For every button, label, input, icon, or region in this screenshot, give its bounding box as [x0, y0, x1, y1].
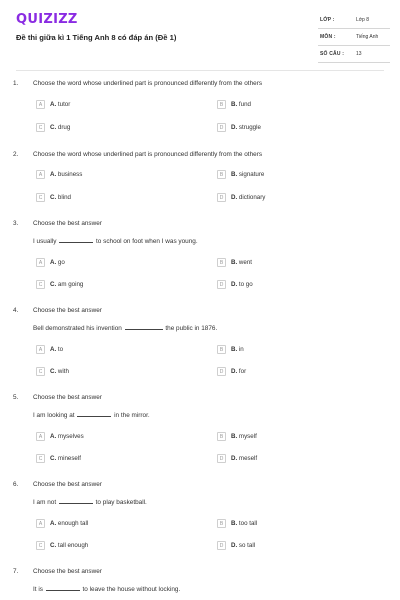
header-divider [16, 70, 384, 71]
option-key: B. [231, 171, 238, 178]
option-text: to [57, 346, 64, 353]
question-number: 6. [13, 481, 19, 488]
option-key: B. [231, 101, 238, 108]
question-number: 2. [13, 151, 19, 158]
sentence-before: Bell demonstrated his invention [33, 325, 122, 332]
option-letter-box: C [36, 454, 45, 463]
option-key: D. [231, 368, 238, 375]
option-text: signature [238, 171, 265, 178]
meta-value: Lớp 8 [356, 17, 370, 23]
option-letter-box: D [217, 541, 226, 550]
question-sentence [33, 237, 198, 245]
option-key: B. [231, 259, 238, 266]
sentence-before: I am looking at [33, 412, 75, 419]
option-letter-box: B [217, 519, 226, 528]
option-letter-box: A [36, 170, 45, 179]
option-letter-box: A [36, 100, 45, 109]
option-letter-box: D [217, 454, 226, 463]
document-title: Đề thi giữa kì 1 Tiếng Anh 8 có đáp án (Đề 1) [16, 33, 177, 42]
option-letter-box: A [36, 258, 45, 267]
answer-blank [59, 498, 93, 504]
meta-row-class [318, 12, 390, 29]
question-prompt: Choose the word whose underlined part is pronounced differently from the others [33, 151, 263, 158]
meta-row-count [318, 46, 390, 63]
meta-key: MÔN : [320, 34, 336, 40]
option-key: C. [50, 542, 57, 549]
question-prompt: Choose the best answer [33, 394, 102, 401]
option-text: drug [57, 124, 71, 131]
option-key: D. [231, 281, 238, 288]
option-text: went [238, 259, 252, 266]
option-letter-box: B [217, 345, 226, 354]
option-key: A. [50, 433, 57, 440]
option-key: A. [50, 346, 57, 353]
option-text: blind [57, 194, 71, 201]
question-prompt: Choose the word whose underlined part is pronounced differently from the others [33, 80, 263, 87]
sentence-before: I usually [33, 238, 57, 245]
option-letter-box: A [36, 345, 45, 354]
option-text: mineself [57, 455, 81, 462]
option-key: A. [50, 520, 57, 527]
sentence-before: It is [33, 586, 43, 593]
option-letter-box: A [36, 432, 45, 441]
option-text: am going [57, 281, 84, 288]
option-key: C. [50, 281, 57, 288]
sentence-after: the public in 1876. [165, 325, 218, 332]
option-text: go [57, 259, 65, 266]
option-key: C. [50, 368, 57, 375]
option-letter-box: B [217, 170, 226, 179]
option-letter-box: D [217, 123, 226, 132]
option-letter-box: C [36, 541, 45, 550]
page-header [0, 0, 400, 70]
option-letter-box: D [217, 193, 226, 202]
option-text: enough tall [57, 520, 89, 527]
meta-row-subject [318, 29, 390, 46]
meta-value: 13 [356, 51, 362, 57]
answer-blank [46, 585, 80, 591]
sentence-before: I am not [33, 499, 57, 506]
option-text: business [57, 171, 83, 178]
option-letter-box: B [217, 432, 226, 441]
sentence-after: to play basketball. [95, 499, 147, 506]
sentence-after: to school on foot when I was young. [96, 238, 198, 245]
question-sentence [33, 411, 150, 419]
option-text: with [57, 368, 69, 375]
option-letter-box: C [36, 280, 45, 289]
option-key: C. [50, 124, 57, 131]
question-sentence [33, 585, 180, 593]
option-key: C. [50, 455, 57, 462]
option-letter-box: D [217, 280, 226, 289]
question-sentence [33, 324, 217, 332]
meta-table [318, 12, 390, 63]
meta-value: Tiếng Anh [356, 34, 379, 40]
question-number: 4. [13, 307, 19, 314]
option-key: B. [231, 520, 238, 527]
option-key: D. [231, 455, 238, 462]
option-text: tall enough [57, 542, 89, 549]
question-prompt: Choose the best answer [33, 220, 102, 227]
option-key: D. [231, 542, 238, 549]
question-number: 5. [13, 394, 19, 401]
option-letter-box: B [217, 258, 226, 267]
option-key: A. [50, 101, 57, 108]
question-prompt: Choose the best answer [33, 481, 102, 488]
option-letter-box: C [36, 193, 45, 202]
option-key: B. [231, 346, 238, 353]
option-letter-box: C [36, 123, 45, 132]
option-key: B. [231, 433, 238, 440]
answer-blank [125, 324, 163, 330]
option-letter-box: A [36, 519, 45, 528]
answer-blank [77, 411, 111, 417]
option-text: myself [238, 433, 257, 440]
option-key: A. [50, 171, 57, 178]
option-text: tutor [57, 101, 71, 108]
question-number: 7. [13, 568, 19, 575]
option-key: D. [231, 194, 238, 201]
option-text: fund [238, 101, 251, 108]
option-text: too tall [238, 520, 258, 527]
question-number: 3. [13, 220, 19, 227]
question-number: 1. [13, 80, 19, 87]
question-prompt: Choose the best answer [33, 568, 102, 575]
option-letter-box: C [36, 367, 45, 376]
meta-key: SỐ CÂU : [320, 51, 345, 57]
option-key: A. [50, 259, 57, 266]
option-text: to go [238, 281, 253, 288]
option-text: so tall [238, 542, 256, 549]
option-text: struggle [238, 124, 261, 131]
option-letter-box: B [217, 100, 226, 109]
answer-blank [59, 237, 93, 243]
sentence-after: to leave the house without locking. [82, 586, 181, 593]
meta-key: LỚP : [320, 17, 335, 23]
option-text: for [238, 368, 247, 375]
option-letter-box: D [217, 367, 226, 376]
option-key: C. [50, 194, 57, 201]
option-text: dictionary [238, 194, 266, 201]
question-sentence [33, 498, 147, 506]
option-text: myselves [57, 433, 84, 440]
option-key: D. [231, 124, 238, 131]
question-prompt: Choose the best answer [33, 307, 102, 314]
option-text: in [238, 346, 244, 353]
quizizz-logo: QUIZIZZ [16, 12, 78, 27]
sentence-after: in the mirror. [114, 412, 150, 419]
option-text: meself [238, 455, 258, 462]
